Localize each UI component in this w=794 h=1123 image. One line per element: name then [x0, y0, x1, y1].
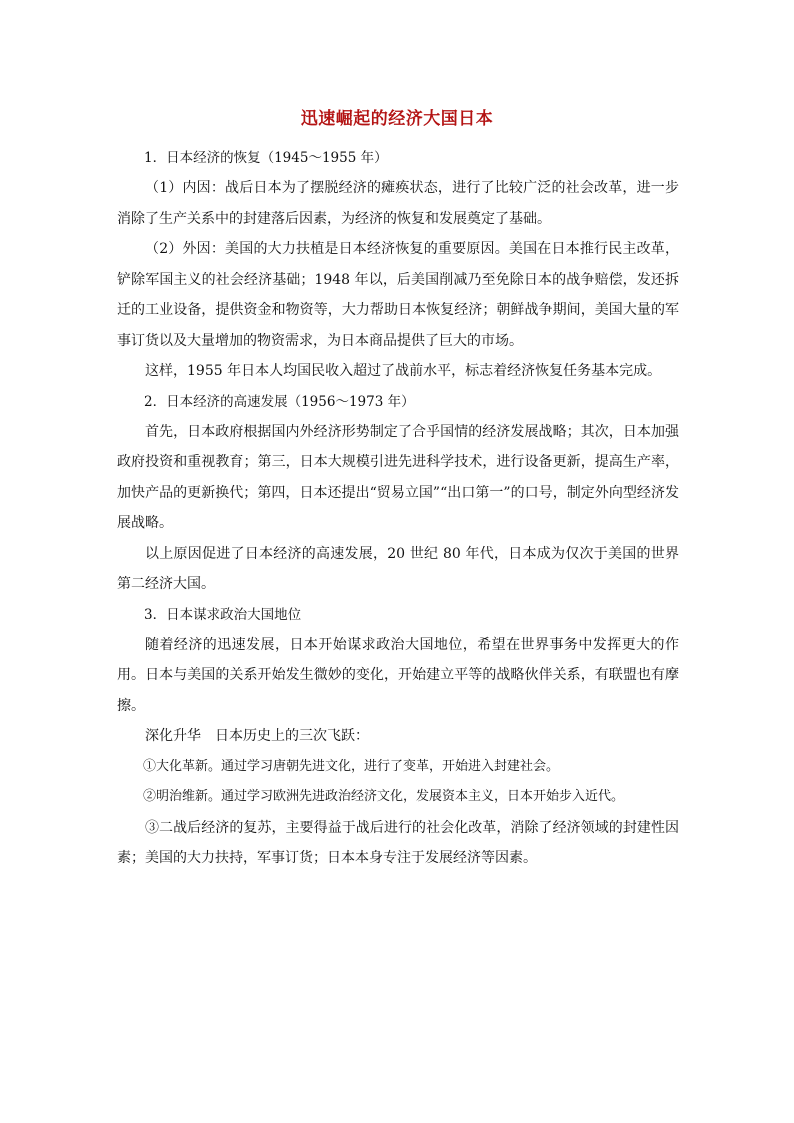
- section-3-politics: 随着经济的迅速发展，日本开始谋求政治大国地位，希望在世界事务中发挥更大的作用。日本与美国的关系开始发生微妙的变化，开始建立平等的战略伙伴关系，有联盟也有摩擦。: [117, 636, 679, 714]
- section-2-heading: 2．日本经济的高速发展（1956～1973 年）: [144, 393, 415, 410]
- leap-1-taika-reform: ①大化革新。通过学习唐朝先进文化，进行了变革，开始进入封建社会。: [143, 758, 560, 774]
- section-1-conclusion: 这样，1955 年日本人均国民收入超过了战前水平，标志着经济恢复任务基本完成。: [145, 363, 662, 379]
- section-2-result: 以上原因促进了日本经济的高速发展，20 世纪 80 年代，日本成为仅次于美国的世界第二经济大国。: [117, 545, 679, 592]
- leap-3-postwar-recovery: ③二战后经济的复苏，主要得益于战后进行的社会化改革，消除了经济领域的封建性因素；美国的大力扶持，军事订货；日本本身专注于发展经济等因素。: [117, 819, 679, 866]
- document-title: 迅速崛起的经济大国日本: [300, 109, 494, 129]
- section-1-external-cause: （2）外因：美国的大力扶植是日本经济恢复的重要原因。美国在日本推行民主改革，铲除军国主义的社会经济基础；1948 年以，后美国削减乃至免除日本的战争赔偿，发还拆迁的工业设备，提供资金和物资等，大力帮助日本恢复经济；朝鲜战争期间，美国大量的军事订货以及大量增加的物资需求，为日本商品提供了巨大的市场。: [117, 241, 679, 349]
- section-1-heading: 1．日本经济的恢复（1945～1955 年）: [144, 150, 388, 166]
- document-body: [117, 143, 679, 874]
- section-1-internal-cause: （1）内因：战后日本为了摆脱经济的瘫痪状态，进行了比较广泛的社会改革，进一步消除了生产关系中的封建落后因素，为经济的恢复和发展奠定了基础。: [117, 180, 679, 227]
- section-2-strategies: 首先，日本政府根据国内外经济形势制定了合乎国情的经济发展战略；其次，日本加强政府投资和重视教育；第三，日本大规模引进先进科学技术，进行设备更新，提高生产率，加快产品的更新换代；第四，日本还提出“贸易立国”“出口第一”的口号，制定外向型经济发展战略。: [117, 423, 679, 531]
- deepening-heading: 深化升华 日本历史上的三次飞跃：: [145, 728, 369, 744]
- leap-2-meiji-restoration: ②明治维新。通过学习欧洲先进政治经济文化，发展资本主义，日本开始步入近代。: [143, 789, 625, 804]
- section-3-heading: 3．日本谋求政治大国地位: [144, 606, 302, 623]
